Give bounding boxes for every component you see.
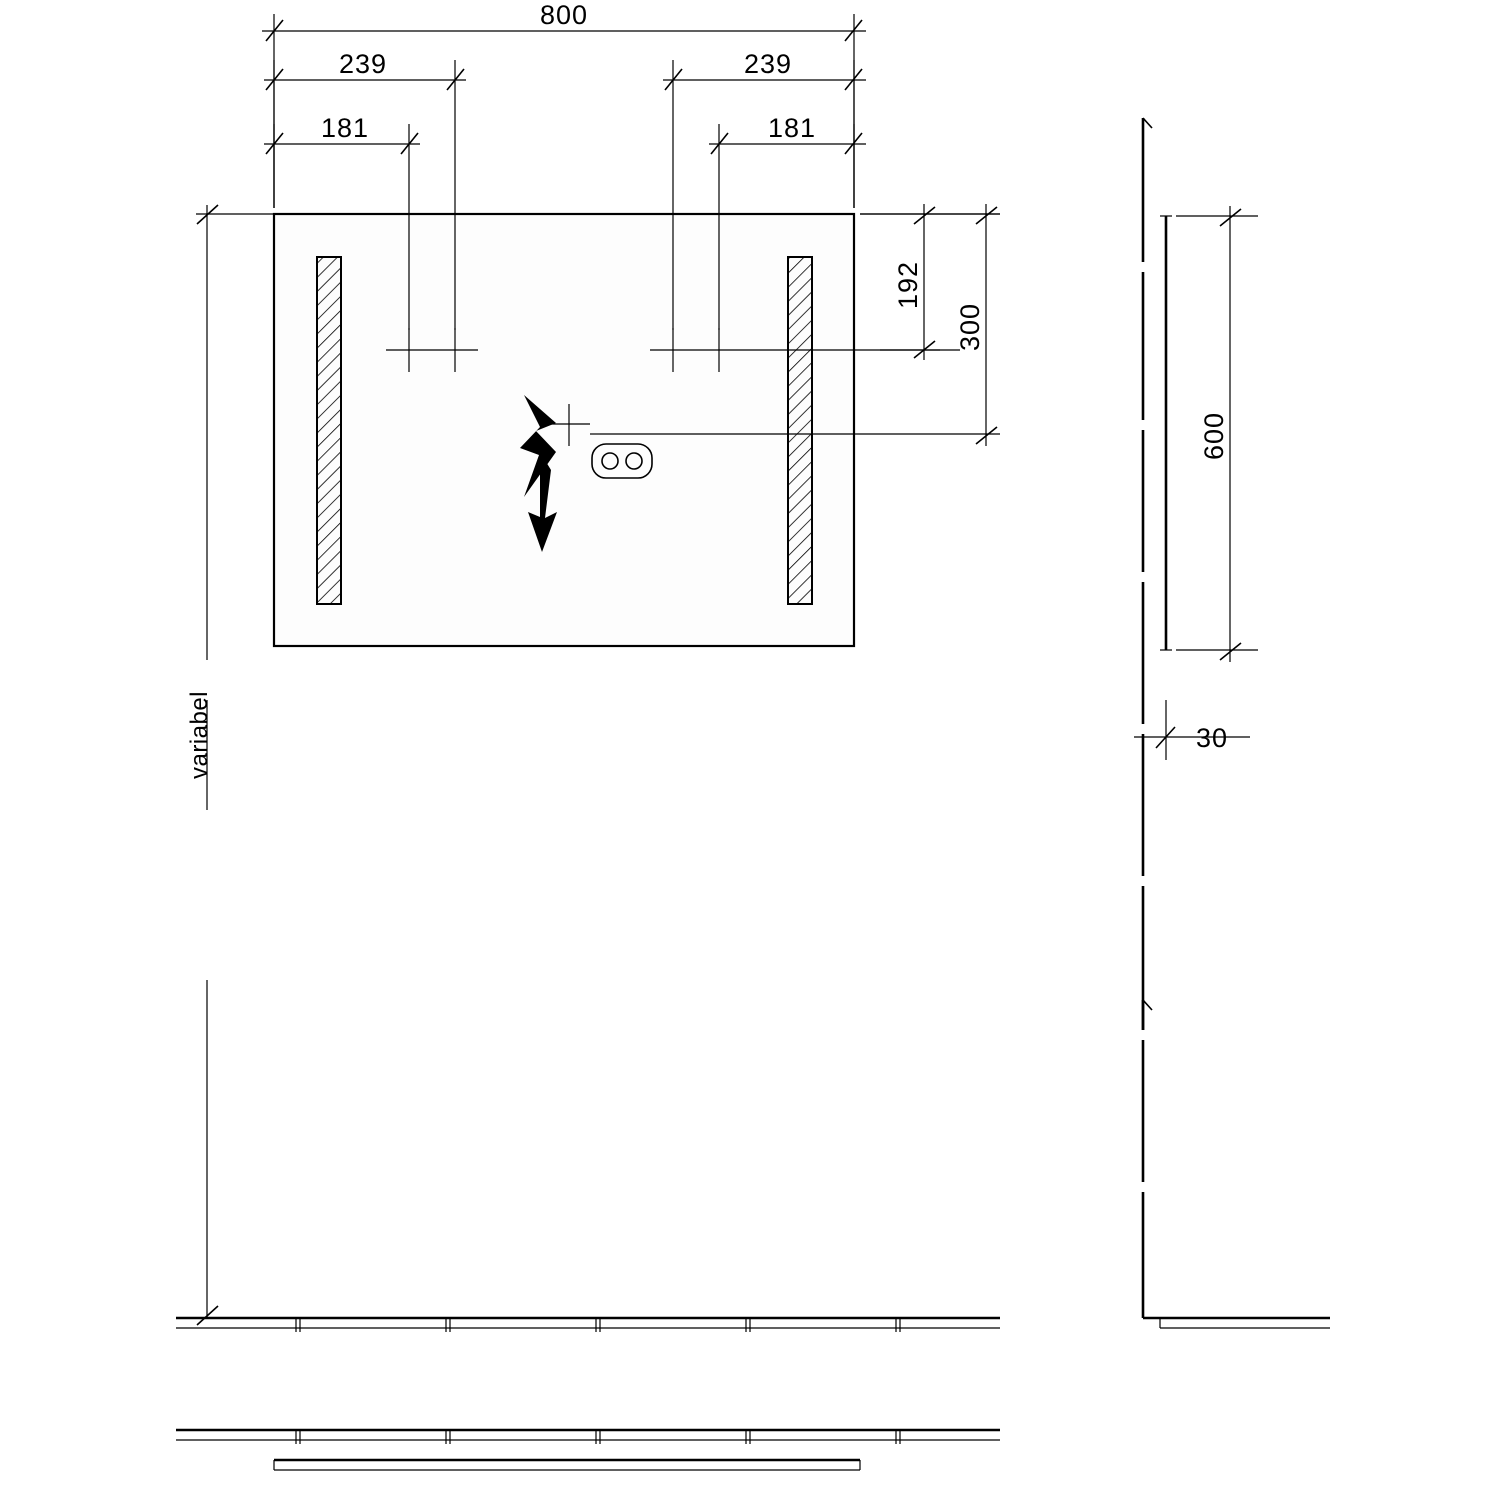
side-section-top-cap [1143,1000,1152,1010]
dimension-30 [1134,700,1250,760]
top-view-side-section [1143,1000,1330,1328]
dim-label-variabel: variabel [186,690,213,780]
dim-label-right-239: 239 [743,49,793,79]
dim-label-30: 30 [1195,723,1229,753]
side-elevation [1134,118,1258,1030]
dim-label-192: 192 [893,260,923,310]
dim-label-left-239: 239 [338,49,388,79]
dimension-variabel [186,205,286,810]
dim-label-left-181: 181 [320,113,370,143]
dimension-overall-width [262,0,866,208]
led-strip-right [788,257,812,604]
dimension-600 [1176,206,1258,662]
front-elevation [186,0,1000,810]
dim-label-300: 300 [955,302,985,352]
led-strip-left [317,257,341,604]
dim-label-600: 600 [1199,411,1229,461]
led-strip-right-body [788,257,812,604]
top-view [176,980,1000,1332]
led-strip-left-body [317,257,341,604]
mirror-panel-outline [274,214,854,646]
side-wall-top-cap [1143,118,1152,128]
dim-label-800: 800 [539,0,589,30]
bottom-view [176,1430,1000,1470]
dim-label-right-181: 181 [767,113,817,143]
